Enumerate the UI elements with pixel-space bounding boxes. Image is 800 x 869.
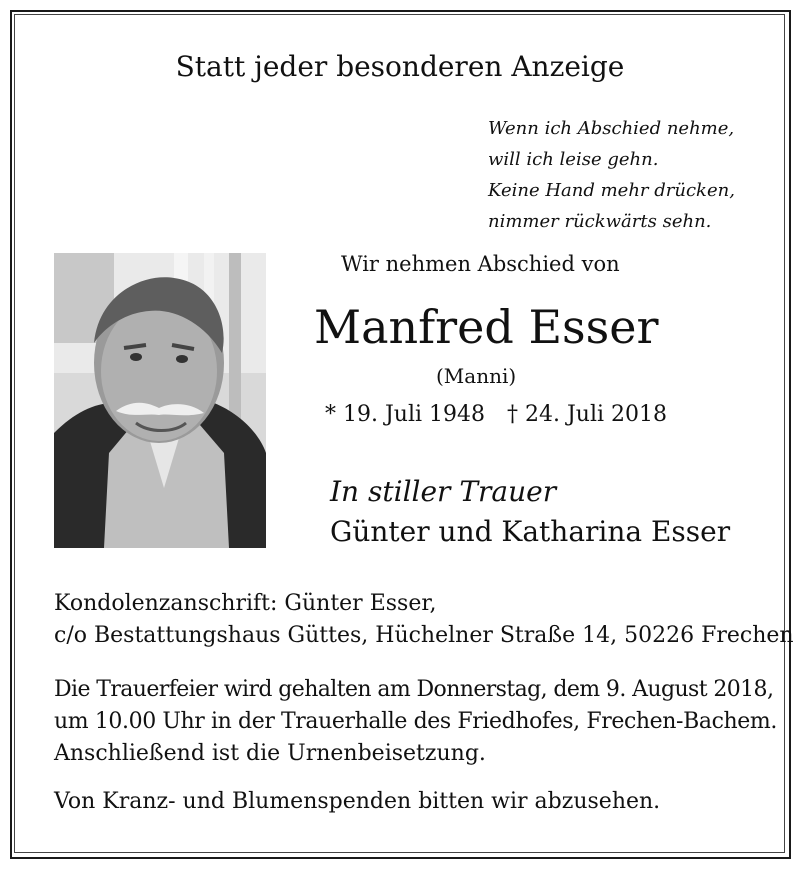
portrait-illustration bbox=[54, 253, 266, 548]
portrait-photo bbox=[54, 253, 266, 548]
funeral-info-line: um 10.00 Uhr in der Trauerhalle des Friedhofes, Frechen-Bachem. bbox=[54, 709, 777, 734]
condolence-address-line: Kondolenzanschrift: Günter Esser, bbox=[54, 591, 437, 616]
poem-line: Wenn ich Abschied nehme, bbox=[488, 118, 735, 139]
mourners-names: Günter und Katharina Esser bbox=[330, 515, 731, 548]
farewell-intro: Wir nehmen Abschied von bbox=[341, 252, 620, 276]
condolence-address-line: c/o Bestattungshaus Güttes, Hüchelner Straße 14, 50226 Frechen bbox=[54, 623, 794, 648]
death-date: † 24. Juli 2018 bbox=[507, 402, 668, 427]
closing-note: Von Kranz- und Blumenspenden bitten wir abzusehen. bbox=[54, 789, 661, 814]
funeral-info-line: Anschließend ist die Urnenbeisetzung. bbox=[54, 741, 486, 766]
poem-line: nimmer rückwärts sehn. bbox=[488, 211, 712, 232]
notice-header: Statt jeder besonderen Anzeige bbox=[175, 50, 625, 83]
poem-verse bbox=[488, 113, 735, 237]
birth-date: * 19. Juli 1948 bbox=[325, 402, 486, 427]
deceased-nickname: (Manni) bbox=[436, 364, 517, 388]
funeral-info-line: Die Trauerfeier wird gehalten am Donnerstag, dem 9. August 2018, bbox=[54, 677, 774, 702]
deceased-name: Manfred Esser bbox=[314, 300, 659, 354]
mourning-phrase: In stiller Trauer bbox=[330, 475, 557, 508]
poem-line: Keine Hand mehr drücken, bbox=[488, 180, 735, 201]
life-dates bbox=[325, 402, 667, 427]
poem-line: will ich leise gehn. bbox=[488, 149, 659, 170]
